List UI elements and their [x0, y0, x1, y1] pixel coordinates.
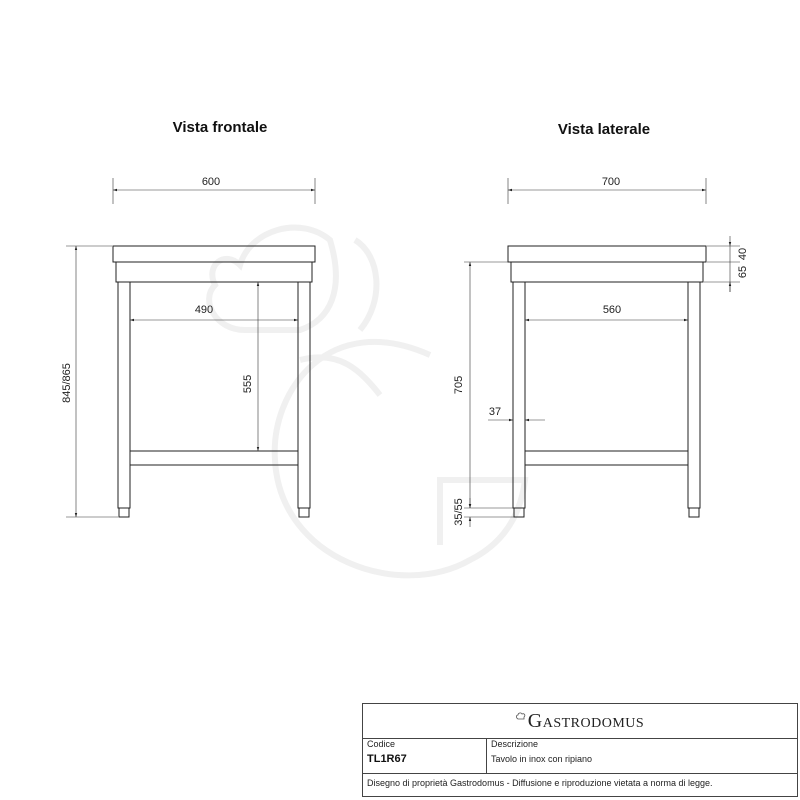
- code-cell: [363, 738, 487, 774]
- side-top-dimensions: [704, 236, 749, 292]
- side-view-table: [508, 246, 706, 517]
- front-inner-width-value: 490: [194, 304, 214, 316]
- side-inner-depth-dimension: [525, 304, 688, 320]
- side-leg-height-dimension: [453, 262, 513, 508]
- code-value: TL1R67: [367, 753, 407, 765]
- side-foot-height-dimension: [453, 498, 514, 527]
- copyright-notice: Disegno di proprietà Gastrodomus - Diffusione e riproduzione vietata a norma di legge.: [367, 778, 713, 788]
- side-leg-height-value: 705: [453, 375, 465, 395]
- side-table-top: [508, 246, 706, 262]
- front-right-leg: [298, 282, 310, 508]
- watermark-logo: [209, 228, 525, 576]
- front-left-leg: [118, 282, 130, 508]
- front-left-foot: [119, 508, 129, 517]
- side-view-title: Vista laterale: [557, 121, 651, 138]
- side-right-foot: [689, 508, 699, 517]
- code-label: Codice: [367, 739, 396, 749]
- side-foot-height-value: 35/55: [453, 498, 465, 526]
- side-leg-size-value: 37: [488, 406, 502, 418]
- side-top-thickness-value: 40: [737, 247, 749, 261]
- brand-name: GASTRODOMUS: [527, 709, 645, 732]
- front-width-value: 600: [201, 176, 221, 188]
- front-shelf-height-value: 555: [242, 374, 254, 394]
- front-table-top: [113, 246, 315, 262]
- front-total-height-value: 845/865: [61, 363, 73, 403]
- side-depth-dimension: [508, 176, 706, 204]
- front-total-height-dimension: [61, 246, 118, 517]
- side-right-leg: [688, 282, 700, 508]
- side-depth-value: 700: [601, 176, 621, 188]
- front-right-foot: [299, 508, 309, 517]
- side-left-leg: [513, 282, 525, 508]
- side-table-apron: [511, 262, 703, 282]
- front-view-title: Vista frontale: [172, 119, 268, 136]
- description-cell: [487, 738, 797, 774]
- front-shelf-height-dimension: [242, 282, 258, 451]
- side-shelf: [525, 451, 688, 465]
- front-width-dimension: [113, 176, 315, 204]
- description-label: Descrizione: [491, 739, 539, 749]
- brand-logo: [363, 704, 797, 739]
- side-inner-depth-value: 560: [602, 304, 622, 316]
- side-apron-height-value: 65: [737, 265, 749, 279]
- title-block: [362, 703, 798, 797]
- chef-hat-icon: [516, 712, 526, 722]
- side-leg-size-dimension: [488, 406, 545, 420]
- description-value: Tavolo in inox con ripiano: [491, 754, 593, 764]
